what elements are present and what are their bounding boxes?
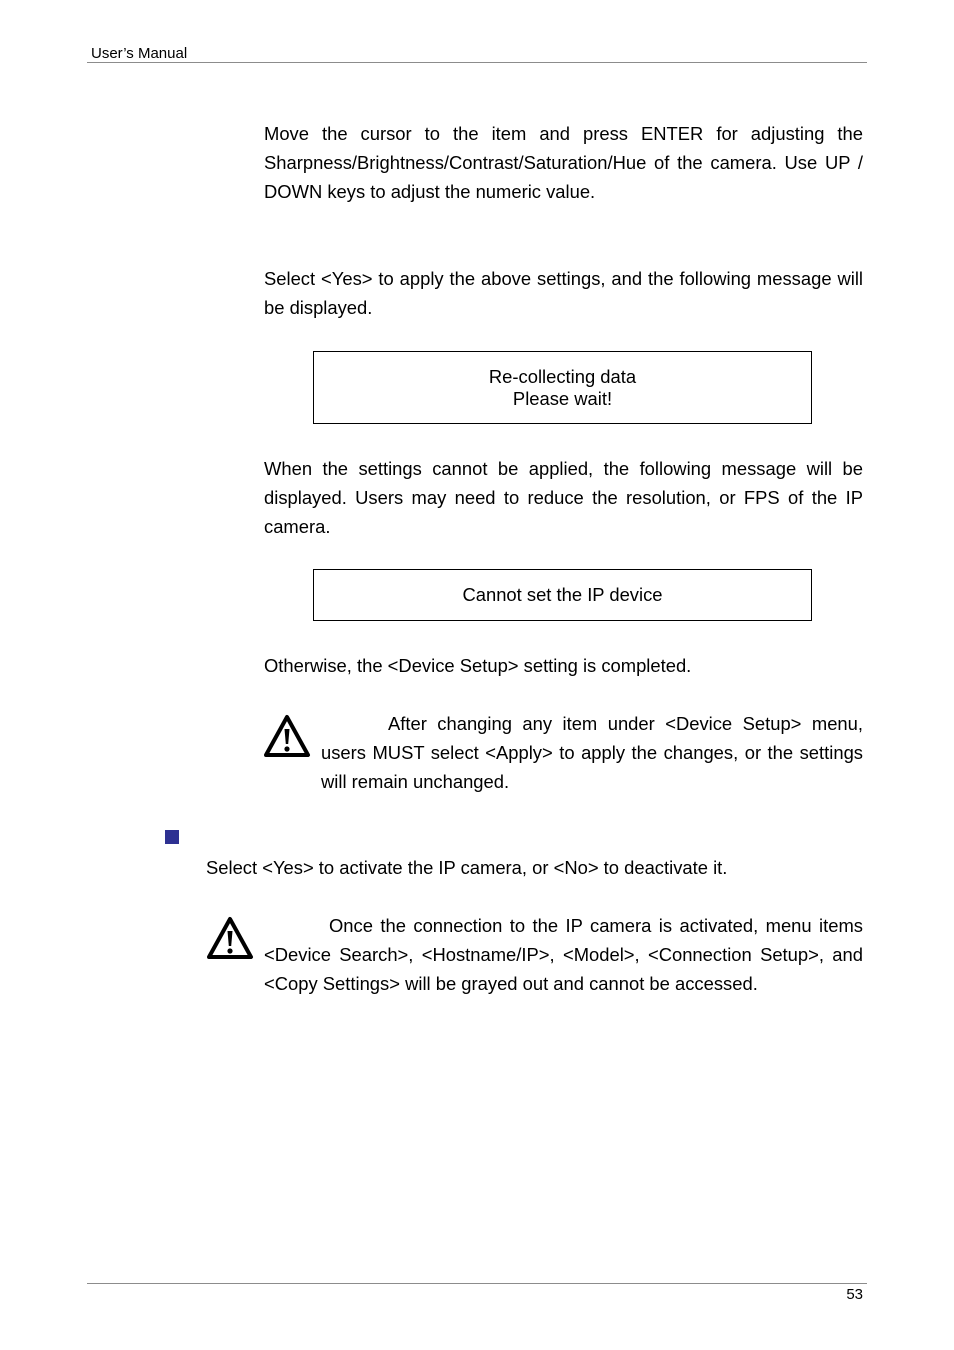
page-number: 53 xyxy=(846,1286,863,1303)
recollecting-message-box xyxy=(313,351,812,424)
cannot-set-message-text: Cannot set the IP device xyxy=(462,584,663,605)
caution-icon xyxy=(263,714,311,758)
caution-icon xyxy=(206,916,254,960)
activated-note-text: Once the connection to the IP camera is activated, menu items <Device Search>, <Hostname/IP>, <Model>, <Connection Setup>, and <Copy Settings> will be grayed out and cannot be accessed. xyxy=(264,915,863,994)
cannot-set-message-box xyxy=(313,569,812,621)
header-title: User’s Manual xyxy=(91,45,188,62)
activated-note xyxy=(264,911,863,998)
recollecting-message-line2: Please wait! xyxy=(512,387,613,409)
fail-paragraph: When the settings cannot be applied, the following message will be displayed. Users may need to reduce the resolution, or FPS of the IP camera. xyxy=(264,458,863,537)
apply-paragraph: Select <Yes> to apply the above settings, and the following message will be displayed. xyxy=(264,268,863,318)
adjust-paragraph: Move the cursor to the item and press ENTER for adjusting the Sharpness/Brightness/Contrast/Saturation/Hue of the camera. Use UP / DOWN keys to adjust the numeric value. xyxy=(264,123,863,202)
activate-paragraph: Select <Yes> to activate the IP camera, or <No> to deactivate it. xyxy=(206,857,728,878)
apply-note xyxy=(321,709,863,796)
apply-note-text: After changing any item under <Device Setup> menu, users MUST select <Apply> to apply the changes, or the settings will remain unchanged. xyxy=(321,713,863,792)
header-divider xyxy=(87,62,867,63)
square-bullet-icon xyxy=(165,830,179,844)
footer-divider xyxy=(87,1283,867,1284)
completed-paragraph: Otherwise, the <Device Setup> setting is completed. xyxy=(264,655,692,676)
recollecting-message-line1: Re-collecting data xyxy=(488,365,637,387)
